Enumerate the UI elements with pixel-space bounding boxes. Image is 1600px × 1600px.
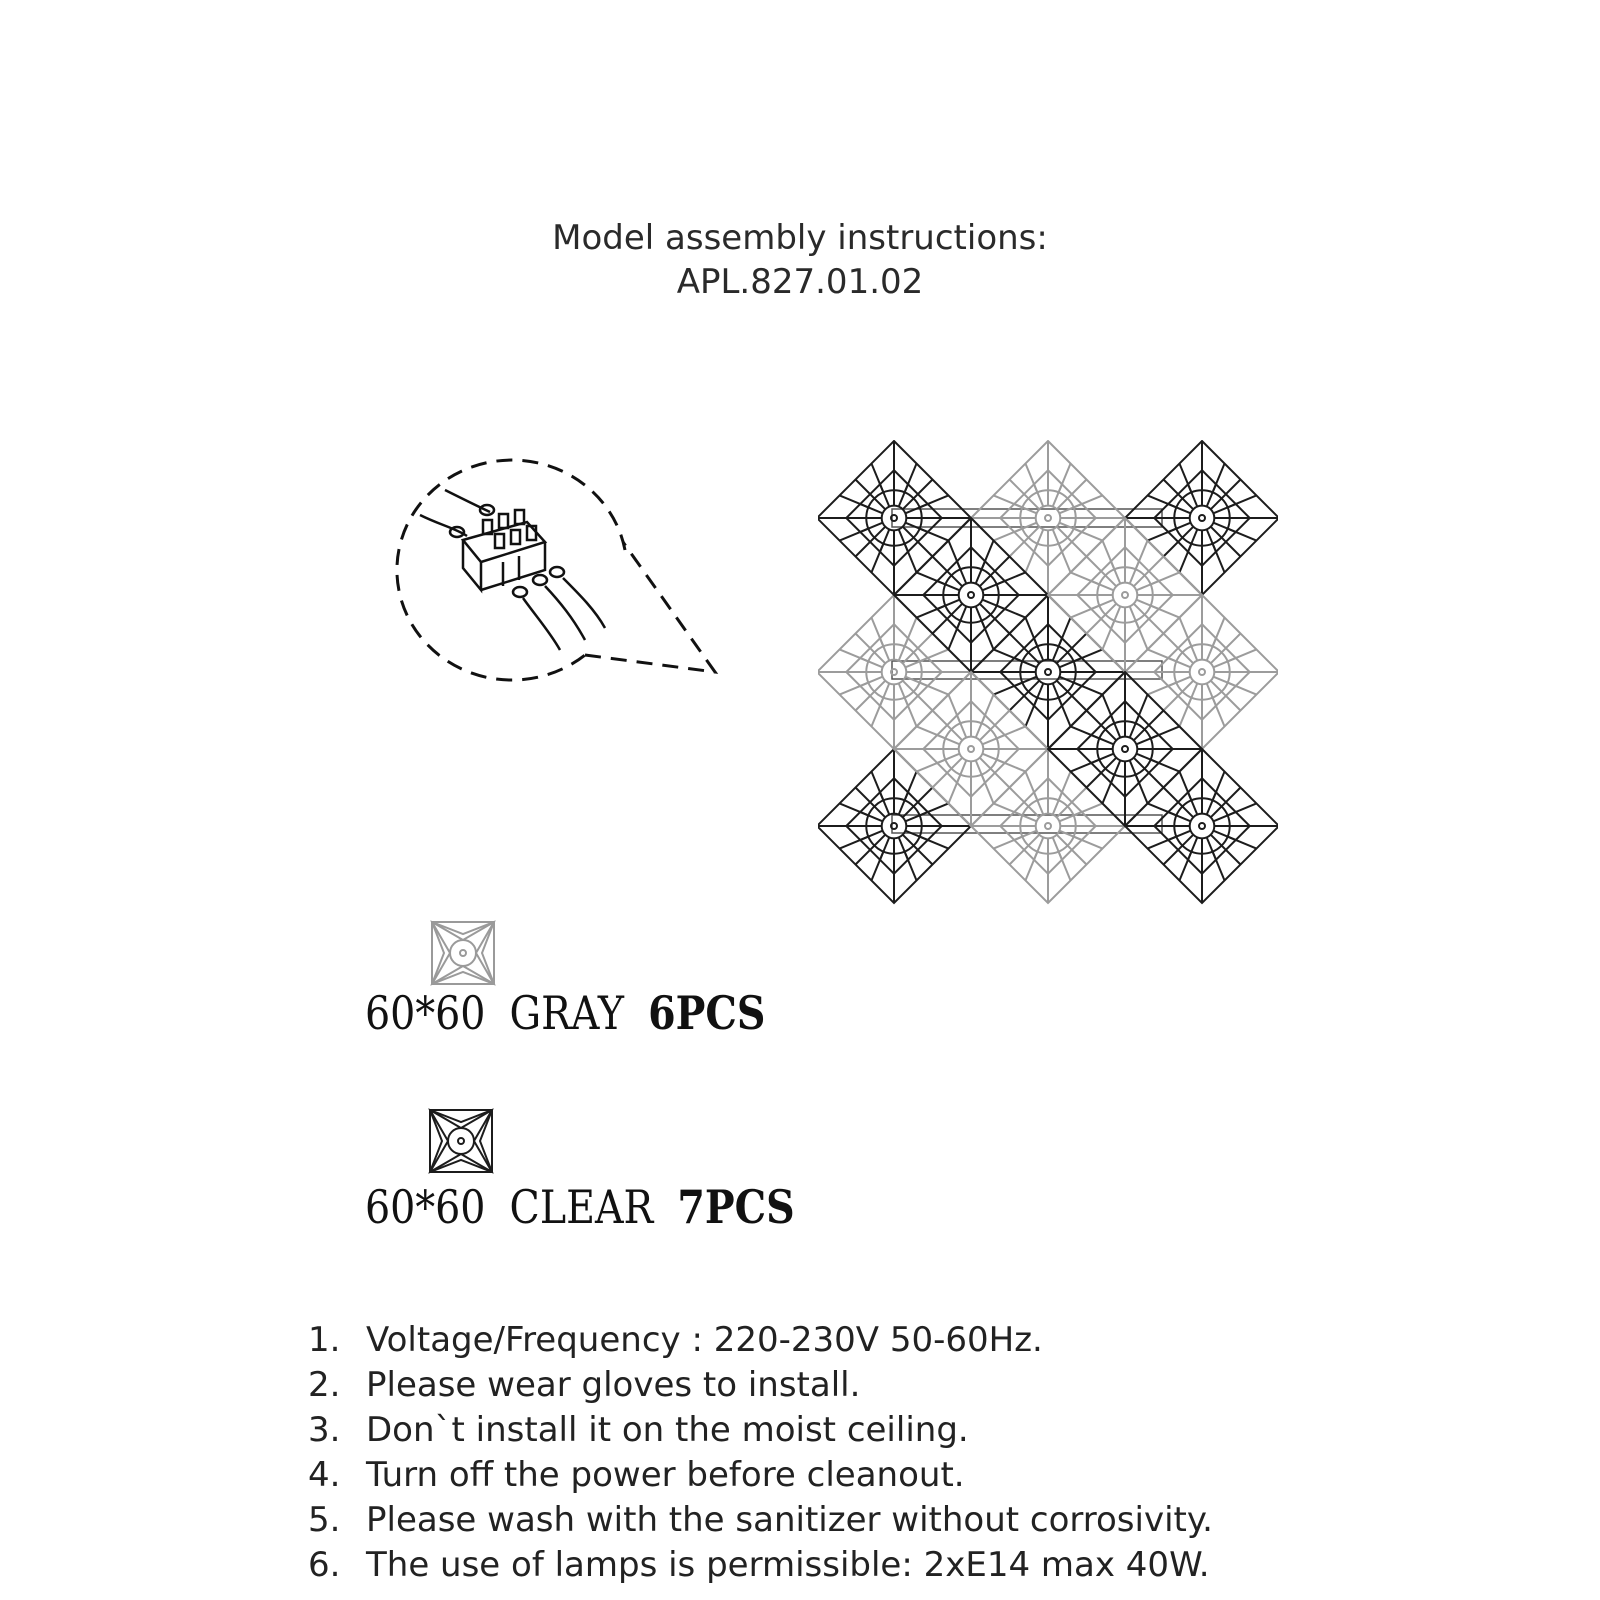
note-item — [308, 1408, 1213, 1453]
clear-crystal-quantity: 7PCS — [677, 1180, 795, 1234]
terminal-block-detail-diagram — [395, 450, 735, 700]
note-number: 3. — [308, 1410, 341, 1450]
note-text: Don`t install it on the moist ceiling. — [366, 1410, 969, 1450]
safety-notes-list — [308, 1318, 1213, 1588]
clear-crystal-color: CLEAR — [509, 1180, 654, 1234]
title-line-1: Model assembly instructions: — [552, 218, 1048, 258]
clear-crystal-size: 60*60 — [365, 1180, 486, 1234]
clear-crystal-swatch-icon — [428, 1108, 494, 1174]
clear-crystal-spec — [365, 1180, 795, 1234]
gray-crystal-quantity: 6PCS — [648, 986, 766, 1040]
note-text: Turn off the power before cleanout. — [366, 1455, 965, 1495]
note-item — [308, 1453, 1213, 1498]
document-title — [0, 216, 1600, 304]
note-number: 5. — [308, 1500, 341, 1540]
note-number: 1. — [308, 1320, 341, 1360]
note-number: 4. — [308, 1455, 341, 1495]
note-item — [308, 1363, 1213, 1408]
gray-crystal-size: 60*60 — [365, 986, 486, 1040]
note-text: The use of lamps is permissible: 2xE14 max 40W. — [366, 1545, 1210, 1585]
note-number: 6. — [308, 1545, 341, 1585]
gray-crystal-color: GRAY — [509, 986, 625, 1040]
note-text: Voltage/Frequency : 220-230V 50-60Hz. — [366, 1320, 1043, 1360]
note-item — [308, 1318, 1213, 1363]
model-number: APL.827.01.02 — [676, 262, 924, 302]
note-number: 2. — [308, 1365, 341, 1405]
note-text: Please wear gloves to install. — [366, 1365, 861, 1405]
gray-crystal-spec — [365, 986, 765, 1040]
gray-crystal-swatch-icon — [430, 920, 496, 986]
crystal-panel-layout-diagram — [818, 440, 1278, 930]
note-item — [308, 1498, 1213, 1543]
note-text: Please wash with the sanitizer without corrosivity. — [366, 1500, 1213, 1540]
note-item — [308, 1543, 1213, 1588]
